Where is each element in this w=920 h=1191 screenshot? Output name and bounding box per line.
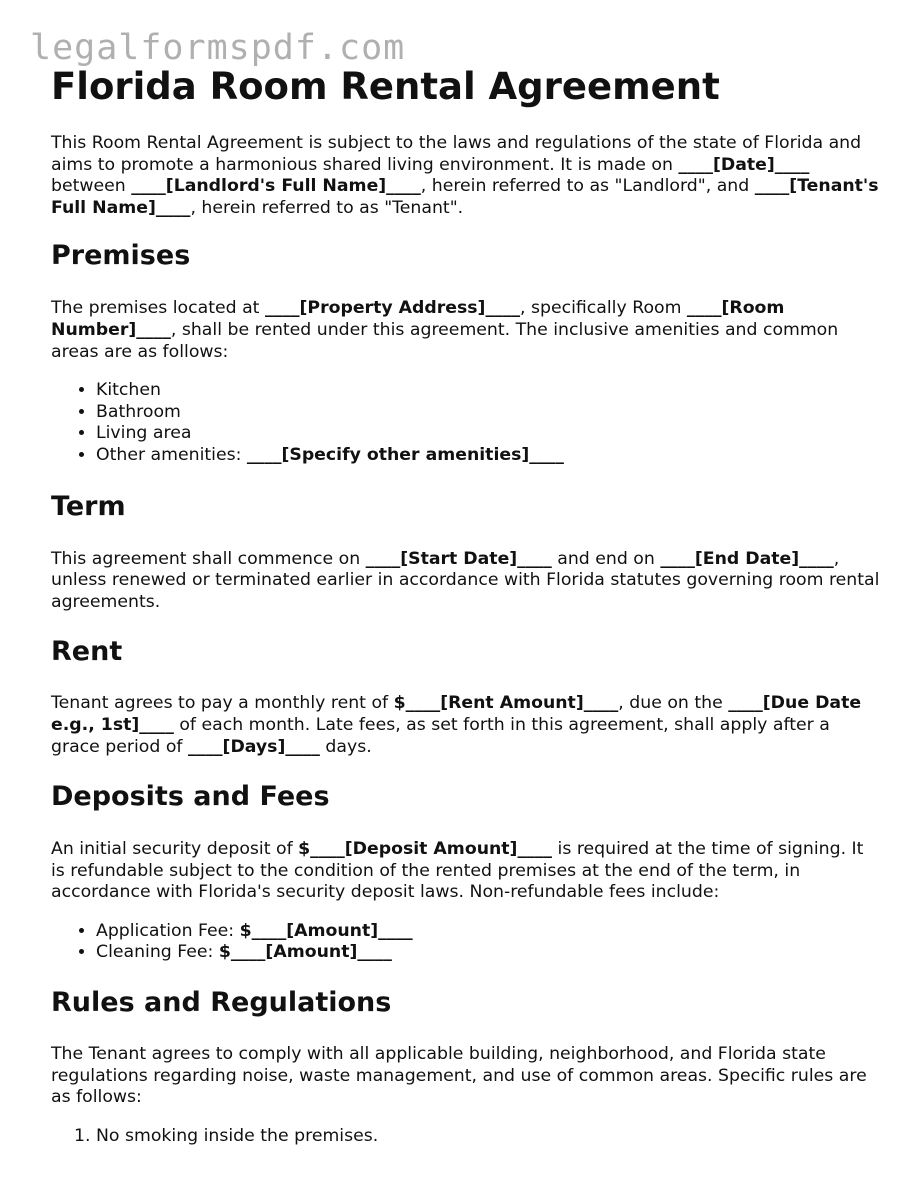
tenant-name-field: ____[Tenant's Full Name]____ [51,176,879,218]
premises-paragraph [51,298,881,363]
room-number-field: ____[Room Number]____ [51,298,785,340]
due-date-field: ____[Due Date e.g., 1st]____ [51,693,862,735]
premises-text: , shall be rented under this agreement. The inclusive amenities and common areas are as follows: [51,319,839,362]
list-item: • Living area [96,423,881,445]
landlord-name-field: ____[Landlord's Full Name]____ [131,176,421,197]
other-amenities-field: ____[Specify other amenities]____ [246,444,564,465]
premises-text: The premises located at [51,298,265,319]
rent-text: Tenant agrees to pay a monthly rent of [51,693,394,714]
deposits-paragraph [51,839,881,904]
document-page [51,62,881,1147]
rent-amount-field: $____[Rent Amount]____ [393,693,619,714]
application-fee-field: $____[Amount]____ [239,920,413,941]
rules-paragraph: The Tenant agrees to comply with all applicable building, neighborhood, and Florida state regulations regarding noise, waste management, and use of common areas. Specific rules are as follows: [51,1044,867,1108]
intro-text: , herein referred to as "Tenant". [190,197,464,218]
rent-text: days. [319,736,372,757]
rent-text: of each month. Late fees, as set forth in this agreement, shall apply after a grace period of [51,714,830,757]
deposits-heading: Deposits and Fees [51,781,330,813]
list-item [96,921,881,943]
deposit-amount-field: $____[Deposit Amount]____ [298,839,553,860]
intro-text: , herein referred to as "Landlord", and [420,176,755,197]
term-text: This agreement shall commence on [51,548,366,569]
list-item: • Bathroom [96,402,881,424]
application-fee-label: Application Fee: [96,920,240,941]
amenities-list [51,380,881,466]
list-item: 1. No smoking inside the premises. [96,1126,881,1148]
premises-heading: Premises [51,240,191,272]
end-date-field: ____[End Date]____ [660,548,834,569]
intro-paragraph [51,133,881,219]
premises-text: , specifically Room [520,298,687,319]
rent-paragraph [51,693,881,758]
deposits-text: is required at the time of signing. It is refundable subject to the condition of the rented premises at the end of the term, in accordance with Florida's security deposit laws. Non-refundable fees include: [51,839,864,903]
rent-heading: Rent [51,636,123,668]
intro-text: between [51,176,132,197]
term-text: and end on [551,548,661,569]
rules-list [51,1126,881,1148]
intro-text: This Room Rental Agreement is subject to the laws and regulations of the state of Florida and aims to promote a harmonious shared living environment. It is made on [51,133,862,175]
rules-heading: Rules and Regulations [51,987,392,1019]
deposits-text: An initial security deposit of [51,839,299,860]
cleaning-fee-field: $____[Amount]____ [218,942,392,963]
property-address-field: ____[Property Address]____ [264,298,521,319]
document-title: Florida Room Rental Agreement [51,65,720,108]
other-amenities-label: Other amenities: [96,444,247,465]
start-date-field: ____[Start Date]____ [365,548,552,569]
rent-text: , due on the [618,693,729,714]
grace-days-field: ____[Days]____ [187,736,320,757]
term-text: , unless renewed or terminated earlier in accordance with Florida statutes governing room rental agreements. [51,548,880,612]
cleaning-fee-label: Cleaning Fee: [96,942,219,963]
term-heading: Term [51,490,126,522]
list-item [96,942,881,964]
list-item: • Kitchen [96,380,881,402]
date-field: ____[Date]____ [678,154,810,175]
fees-list [51,921,881,964]
term-paragraph [51,549,881,614]
watermark: legalformspdf.com [30,28,406,68]
list-item [96,445,881,467]
